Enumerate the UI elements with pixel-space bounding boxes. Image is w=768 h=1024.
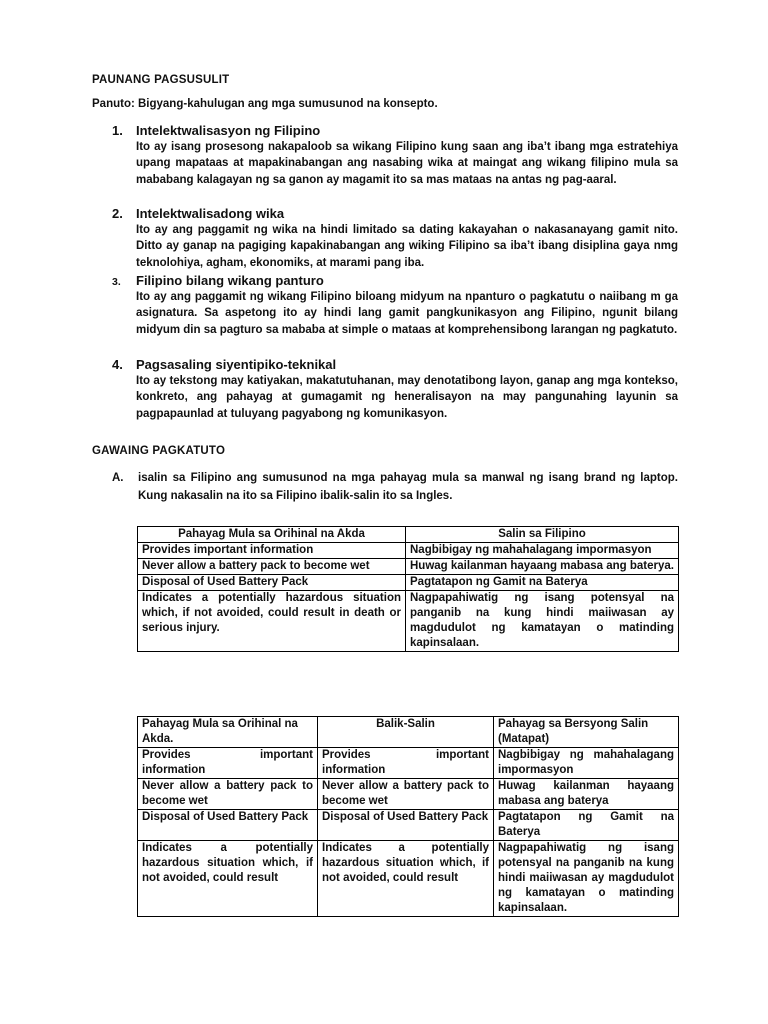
- table-cell: Nagbibigay ng mahahalagang impormasyon: [494, 748, 679, 779]
- concept-definition: Ito ay tekstong may katiyakan, makatutuhanan, may denotatibong layon, ganap ang mga kontekso, konkreto, ang pahayag at gumagamit ng heneralisayon na may pangunahing layunin sa pagpapaunlad at tuluyang pagyabong ng komunikasyon.: [136, 375, 678, 420]
- table-cell: Provides important information: [318, 748, 494, 779]
- concept-title: [112, 205, 678, 222]
- column-header: Pahayag Mula sa Orihinal na Akda.: [138, 717, 318, 748]
- concept-item: [112, 356, 678, 422]
- table-cell: Provides important information: [138, 543, 406, 559]
- table-row: [138, 543, 679, 559]
- table-cell: Indicates a potentially hazardous situation which, if not avoided, could result in death or serious injury.: [138, 591, 406, 652]
- table-cell: Pagtatapon ng Gamit na Baterya: [406, 575, 679, 591]
- task-instruction: [112, 470, 678, 505]
- table-row: [138, 841, 679, 917]
- table-cell: Disposal of Used Battery Pack: [138, 810, 318, 841]
- concept-number: 1.: [112, 123, 123, 138]
- table-cell: Nagpapahiwatig ng isang potensyal na panganib na kung hindi maiiwasan ay magdudulot ng kamatayan o matinding kapinsalaan.: [494, 841, 679, 917]
- table-cell: Huwag kailanman hayaang mabasa ang baterya.: [406, 559, 679, 575]
- concept-definition: Ito ay ang paggamit ng wika na hindi limitado sa dating kakayahan o nakasanayang gamit nito. Ditto ay ganap na pagiging kapakinabangan ang wiking Filipino sa iba’t ibang disiplina gaya nmg teknolohiya, agham, ekonomiks, at marami pang iba.: [136, 224, 678, 269]
- concept-item: [112, 205, 678, 271]
- table-header-row: [138, 717, 679, 748]
- concept-title: [112, 122, 678, 139]
- table-cell: Disposal of Used Battery Pack: [318, 810, 494, 841]
- table-row: [138, 591, 679, 652]
- table-row: [138, 575, 679, 591]
- table-cell: Indicates a potentially hazardous situation which, if not avoided, could result: [138, 841, 318, 917]
- concept-number: 3.: [112, 276, 121, 288]
- table-cell: Indicates a potentially hazardous situation which, if not avoided, could result: [318, 841, 494, 917]
- table-row: [138, 748, 679, 779]
- concept-title-text: Intelektwalisasyon ng Filipino: [136, 123, 321, 138]
- task-letter: A.: [112, 472, 124, 484]
- concept-definition: Ito ay ang paggamit ng wikang Filipino biloang midyum na npanturo o pagkatutu o naiibang m ga asignatura. Sa aspetong ito ay hindi lang gamit pangkunikasyon ang Filipino, ngunit bilang midyum din sa pagturo sa mababa at simple o mataas at komprehensibong larangan ng pagkatuto.: [136, 291, 678, 336]
- column-header: Pahayag Mula sa Orihinal na Akda: [138, 527, 406, 543]
- concept-number: 2.: [112, 206, 123, 221]
- concept-title: [112, 356, 678, 373]
- concept-number: 4.: [112, 357, 123, 372]
- concept-item: [112, 272, 678, 338]
- table-cell: Disposal of Used Battery Pack: [138, 575, 406, 591]
- table-cell: Pagtatapon ng Gamit na Baterya: [494, 810, 679, 841]
- table-header-row: [138, 527, 679, 543]
- section-heading-gawaing-pagkatuto: GAWAING PAGKATUTO: [92, 445, 226, 457]
- concept-title: [112, 272, 678, 289]
- concept-title-text: Intelektwalisadong wika: [136, 206, 285, 221]
- table-cell: Never allow a battery pack to become wet: [318, 779, 494, 810]
- table-cell: Nagbibigay ng mahahalagang impormasyon: [406, 543, 679, 559]
- back-translation-table: [137, 716, 679, 917]
- concept-title-text: Pagsasaling siyentipiko-teknikal: [136, 357, 337, 372]
- table-cell: Huwag kailanman hayaang mabasa ang baterya: [494, 779, 679, 810]
- table-cell: Never allow a battery pack to become wet: [138, 779, 318, 810]
- section-heading-paunang-pagsusulit: PAUNANG PAGSUSULIT: [92, 74, 230, 86]
- column-header: Pahayag sa Bersyong Salin (Matapat): [494, 717, 679, 748]
- concept-definition: Ito ay isang prosesong nakapaloob sa wikang Filipino kung saan ang iba’t ibang mga estratehiya upang mapataas at mapakinabangan ang nasabing wika at maingat ang wikang filipino mula sa mababang kalagayan ng sa ganon ay magamit ito sa mas mataas na antas ng pag-aaral.: [136, 141, 678, 186]
- table-cell: Never allow a battery pack to become wet: [138, 559, 406, 575]
- translation-table: [137, 526, 679, 652]
- task-text: isalin sa Filipino ang sumusunod na mga pahayag mula sa manwal ng isang brand ng laptop. Kung nakasalin na ito sa Filipino ibalik-salin ito sa Ingles.: [138, 472, 678, 502]
- column-header: Salin sa Filipino: [406, 527, 679, 543]
- table-row: [138, 810, 679, 841]
- concept-item: [112, 122, 678, 188]
- instruction: Panuto: Bigyang-kahulugan ang mga sumusunod na konsepto.: [92, 98, 438, 110]
- table-row: [138, 779, 679, 810]
- table-row: [138, 559, 679, 575]
- table-cell: Nagpapahiwatig ng isang potensyal na panganib na kung hindi maiiwasan ay magdudulot ng kamatayan o matinding kapinsalaan.: [406, 591, 679, 652]
- column-header: Balik-Salin: [318, 717, 494, 748]
- concept-title-text: Filipino bilang wikang panturo: [136, 273, 324, 288]
- table-cell: Provides important information: [138, 748, 318, 779]
